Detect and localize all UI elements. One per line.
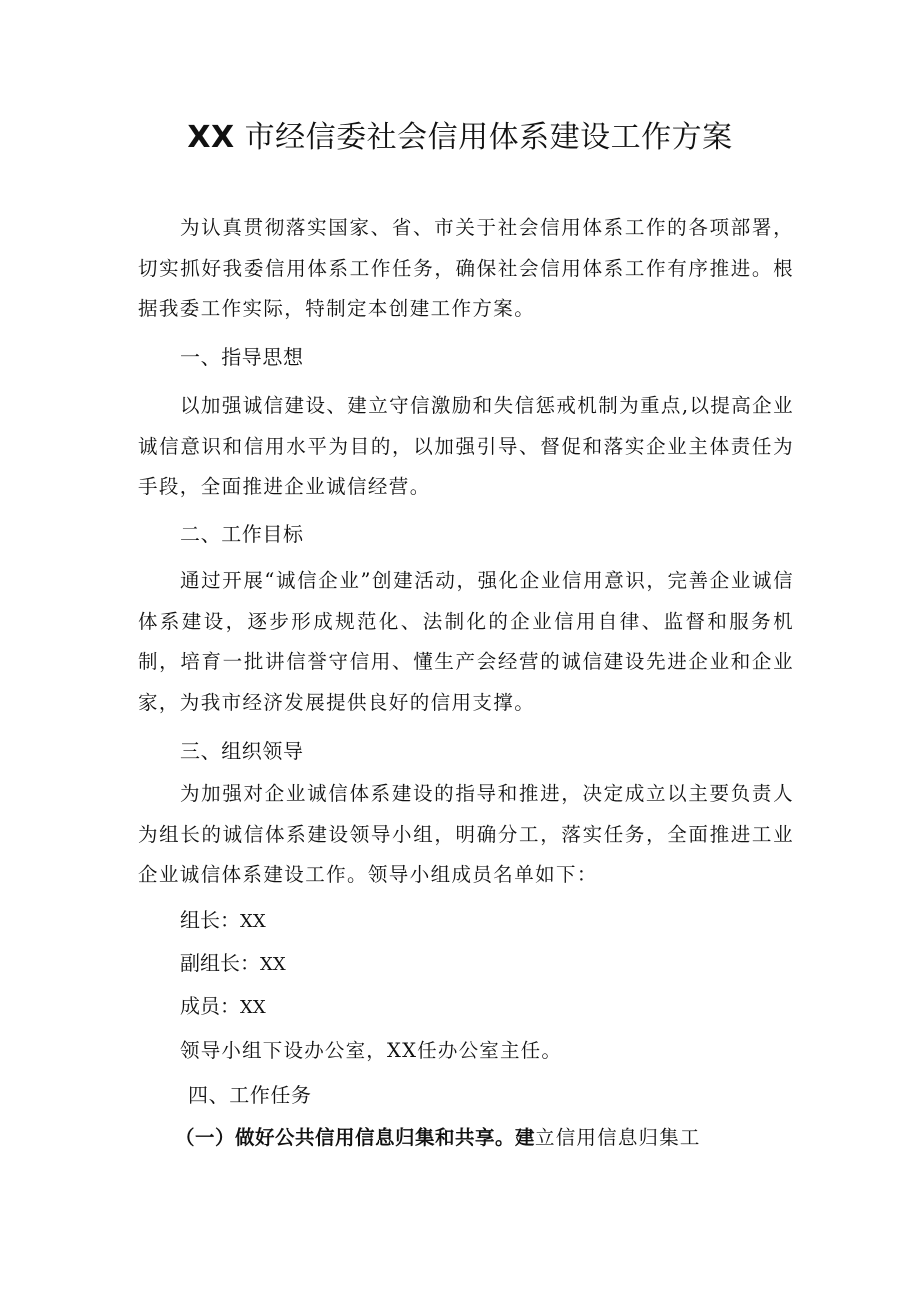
section-body-organization: 为加强对企业诚信体系建设的指导和推进，决定成立以主要负责人为组长的诚信体系建设领导小组，明确分工，落实任务，全面推进工业企业诚信体系建设工作。领导小组成员名单如下：	[138, 782, 794, 886]
task-item-lead: （一）做好公共信用信息归集和共享。建	[175, 1126, 536, 1149]
member-line-deputy-leader	[180, 948, 286, 980]
document-title	[0, 116, 920, 160]
member-value: XX	[240, 997, 266, 1018]
section-heading-organization: 三、组织领导	[180, 739, 304, 763]
section-heading-work-goals: 二、工作目标	[180, 522, 304, 546]
section-heading-work-tasks: 四、工作任务	[188, 1083, 312, 1107]
member-label: 成员：	[180, 994, 240, 1018]
section-body-work-goals: 通过开展“诚信企业”创建活动，强化企业信用意识，完善企业诚信体系建设，逐步形成规范化、法制化的企业信用自律、监督和服务机制，培育一批讲信誉守信用、懂生产会经营的诚信建设先进企业和企业家，为我市经济发展提供良好的信用支撑。	[138, 569, 794, 714]
member-line-members	[180, 991, 266, 1023]
member-label: 组长：	[180, 908, 240, 932]
section-body-guiding-ideology: 以加强诚信建设、建立守信激励和失信惩戒机制为重点,以提高企业诚信意识和信用水平为目的，以加强引导、督促和落实企业主体责任为手段，全面推进企业诚信经营。	[138, 394, 794, 498]
intro-paragraph: 为认真贯彻落实国家、省、市关于社会信用体系工作的各项部署，切实抓好我委信用体系工作任务，确保社会信用体系工作有序推进。根据我委工作实际，特制定本创建工作方案。	[138, 216, 794, 320]
member-line-leader	[180, 905, 266, 937]
member-value: XX	[260, 954, 286, 975]
member-value: XX	[240, 911, 266, 932]
title-prefix: XX	[187, 120, 235, 155]
task-item-1	[175, 1123, 789, 1153]
task-item-rest: 立信用信息归集工	[535, 1126, 701, 1149]
office-note: 领导小组下设办公室，XX任办公室主任。	[180, 1039, 563, 1062]
section-heading-guiding-ideology: 一、指导思想	[180, 345, 304, 369]
title-main: 市经信委社会信用体系建设工作方案	[244, 120, 733, 155]
member-label: 副组长：	[180, 951, 260, 975]
